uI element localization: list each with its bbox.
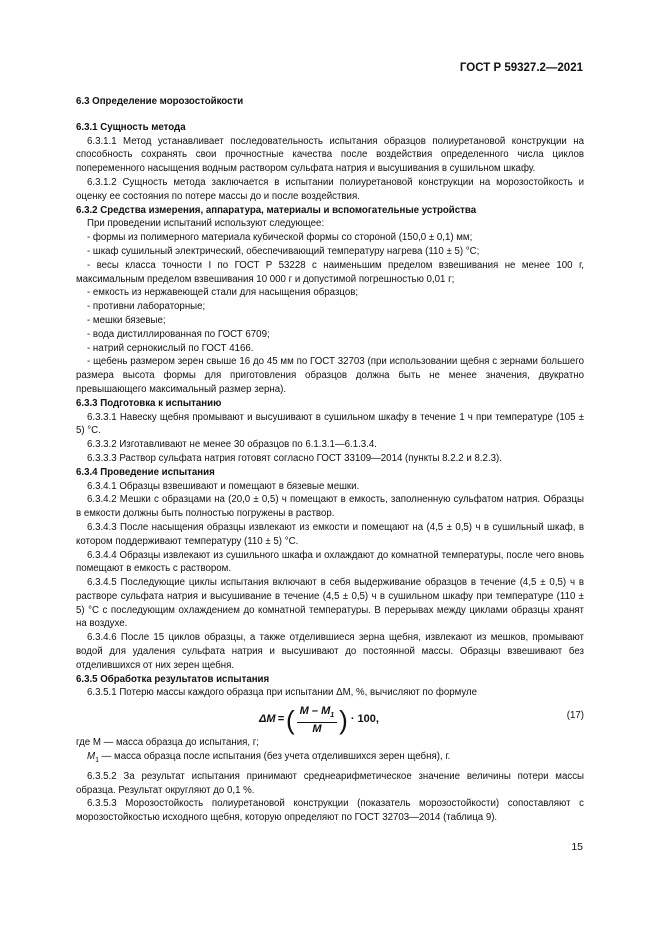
- paragraph-6331: 6.3.3.1 Навеску щебня промывают и высушивают в сушильном шкафу в течение 1 ч при температуре (105 ± 5) °С.: [76, 411, 584, 437]
- subsection-title-635: 6.3.5 Обработка результатов испытания: [76, 673, 270, 685]
- list-item: - щебень размером зерен свыше 16 до 45 мм по ГОСТ 32703 (при использовании щебня с зернами большего размера высота формы для приготовления образцов должна быть не менее значения, двукратно превышающего максимальный размер зерна).: [76, 356, 584, 395]
- formula-equals: =: [277, 713, 284, 726]
- paragraph-6333: 6.3.3.3 Раствор сульфата натрия готовят согласно ГОСТ 33109—2014 (пункты 8.2.2 и 8.2.3).: [87, 452, 502, 464]
- formula-tail: · 100,: [350, 713, 379, 726]
- where2-text: — масса образца после испытания (без учета отделившихся зерен щебня), г.: [98, 751, 451, 763]
- paragraph-6342: 6.3.4.2 Мешки с образцами на (20,0 ± 0,5) ч помещают в емкость, заполненную сульфатом натрия. Образцы в емкости должны быть полностью погружены в раствор.: [76, 494, 584, 520]
- formula-where-2: [76, 750, 584, 768]
- paragraph-6351: 6.3.5.1 Потерю массы каждого образца при испытании ΔM, %, вычисляют по формуле: [87, 687, 478, 699]
- document-header: ГОСТ Р 59327.2—2021: [459, 62, 583, 74]
- list-item: - вода дистиллированная по ГОСТ 6709;: [87, 328, 270, 340]
- paragraph-6344: 6.3.4.4 Образцы извлекают из сушильного шкафа и охлаждают до комнатной температуры, после чего вновь помещают в емкость с раствором.: [76, 549, 584, 575]
- paragraph-6341: 6.3.4.1 Образцы взвешивают и помещают в бязевые мешки.: [87, 480, 360, 492]
- paragraph-6311: 6.3.1.1 Метод устанавливает последовательность испытания образцов полиуретановой конструкции на способность сохранять свои прочностные качества после воздействия определенного числа циклов попеременного насыщения водным раствором сульфата натрия и высушивания в сушильном шкафу.: [76, 135, 584, 175]
- paragraph-6345: 6.3.4.5 Последующие циклы испытания включают в себя выдерживание образцов в течение (4,5 ± 0,5) ч в растворе сульфата натрия и высушивание в течение (4,5 ± 0,5) ч в сушильном шкафу при температуре (110 ± 5) °С с последующим охлаждением до комнатной температуры. В перерывах между циклами образцы хранят на воздухе.: [76, 577, 584, 630]
- subsection-title-633: 6.3.3 Подготовка к испытанию: [76, 397, 222, 409]
- paragraph-632-intro: При проведении испытаний используют следующее:: [87, 218, 325, 230]
- page-number: 15: [571, 841, 583, 853]
- subsection-title-632: 6.3.2 Средства измерения, аппаратура, материалы и вспомогательные устройства: [76, 204, 477, 216]
- formula-fraction: [297, 705, 337, 735]
- formula-expression: [259, 705, 379, 735]
- formula-denominator: M: [312, 723, 322, 736]
- document-body: [76, 95, 584, 825]
- formula-where-1: где M — масса образца до испытания, г;: [76, 737, 259, 749]
- list-item: - противни лабораторные;: [87, 301, 206, 313]
- paragraph-6346: 6.3.4.6 После 15 циклов образцы, а также отделившиеся зерна щебня, извлекают из мешков, промывают водой для удаления сульфата натрия и высушивают до постоянной массы. Образцы взвешивают без отделившихся от них зерен щебня.: [76, 632, 584, 671]
- list-item: - емкость из нержавеющей стали для насыщения образцов;: [87, 287, 359, 299]
- list-item: - шкаф сушильный электрический, обеспечивающий температуру нагрева (110 ± 5) °С;: [87, 245, 480, 257]
- list-item: - весы класса точности I по ГОСТ Р 53228 с наименьшим пределом взвешивания не менее 100 г, максимальным пределом взвешивания 10 000 г и допустимой погрешностью 0,01 г;: [76, 259, 584, 285]
- paragraph-6343: 6.3.4.3 После насыщения образцы извлекают из емкости и помещают на (4,5 ± 0,5) ч в сушильный шкаф, в котором поддерживают температуру (110 ± 5) °С.: [76, 521, 584, 547]
- list-item: - мешки бязевые;: [87, 314, 166, 326]
- numerator-text: M – M: [299, 705, 331, 718]
- paragraph-6312: 6.3.1.2 Сущность метода заключается в испытании полиуретановой конструкции на морозостойкость и оценку ее состояния по потере массы до и после воздействия.: [76, 176, 584, 202]
- formula-numerator: [297, 705, 337, 723]
- where2-subscript: 1: [95, 757, 99, 764]
- formula-lhs: ΔM: [259, 713, 276, 726]
- left-paren: (: [286, 705, 295, 736]
- paragraph-6353: 6.3.5.3 Морозостойкость полиуретановой конструкции (показатель морозостойкости) сопоставляют с морозостойкостью исходного щебня, которую определяют по ГОСТ 32703—2014 (таблица 9).: [76, 798, 584, 824]
- numerator-subscript: 1: [330, 712, 335, 720]
- paragraph-6352: 6.3.5.2 За результат испытания принимают среднеарифметическое значение величины потери массы образца. Результат округляют до 0,1 %.: [76, 770, 584, 796]
- list-item: - натрий сернокислый по ГОСТ 4166.: [87, 342, 254, 354]
- list-item: - формы из полимерного материала кубической формы со стороной (150,0 ± 0,1) мм;: [87, 232, 473, 244]
- subsection-title-634: 6.3.4 Проведение испытания: [76, 466, 215, 478]
- right-paren: ): [339, 705, 348, 736]
- where2-symbol: M: [87, 751, 96, 763]
- formula-17: [76, 703, 584, 736]
- subsection-title-631: 6.3.1 Сущность метода: [76, 121, 186, 133]
- section-title: 6.3 Определение морозостойкости: [76, 96, 244, 107]
- equation-number: (17): [566, 710, 584, 722]
- paragraph-6332: 6.3.3.2 Изготавливают не менее 30 образцов по 6.1.3.1—6.1.3.4.: [87, 439, 377, 451]
